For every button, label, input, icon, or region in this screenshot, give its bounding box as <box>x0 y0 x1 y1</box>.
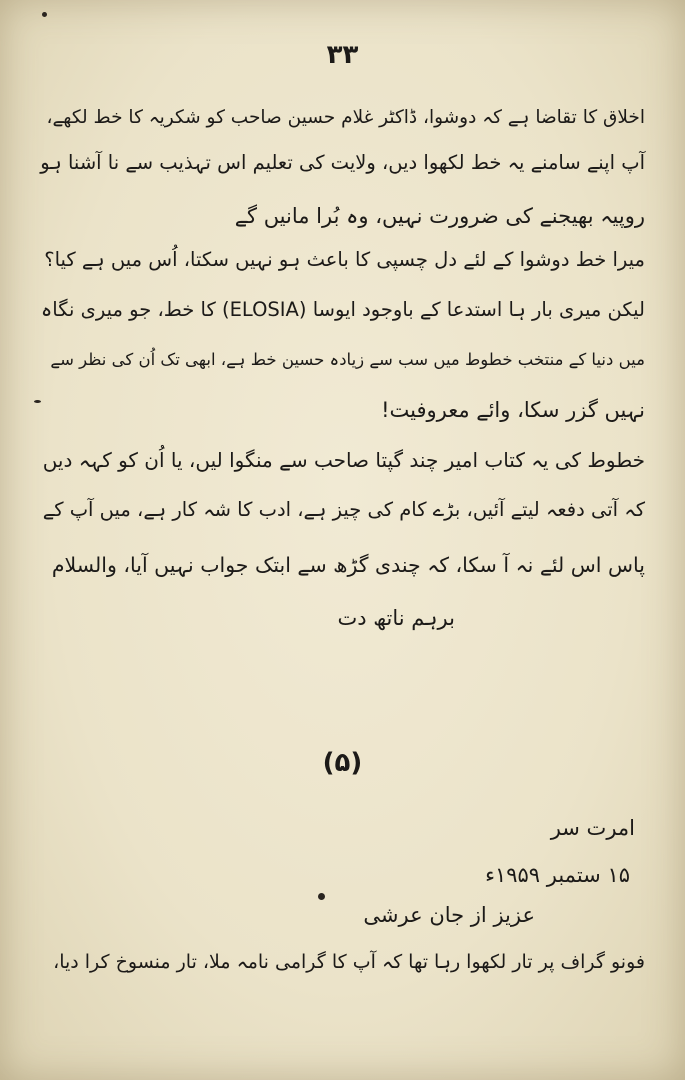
ink-mark <box>42 12 47 17</box>
letter1-line-8: خطوط کی یہ کتاب امیر چند گپتا صاحب سے منگوا لیں، یا اُن کو کہہ دیں <box>42 448 645 472</box>
letter2-date: ۱۵ ستمبر ۱۹۵۹ء <box>485 863 630 887</box>
letter-number: (۵) <box>322 748 363 778</box>
letter1-line-7: نہیں گزر سکا، وائے معروفیت! <box>381 398 645 422</box>
letter1-line-4: میرا خط دوشوا کے لئے دل چسپی کا باعث ہو نہیں سکتا، اُس میں ہے کیا؟ <box>44 248 645 271</box>
letter1-line-2: آپ اپنے سامنے یہ خط لکھوا دیں، ولایت کی تعلیم اس تہذیب سے نا آشنا ہو <box>40 151 645 174</box>
letter1-line-3: روپیہ بھیجنے کی ضرورت نہیں، وہ بُرا مانیں گے <box>234 204 645 228</box>
letter1-line-6: میں دنیا کے منتخب خطوط میں سب سے زیادہ حسین خط ہے، ابھی تک اُن کی نظر سے <box>50 350 645 369</box>
letter2-place: امرت سر <box>550 816 635 840</box>
page-number: ۳۳ <box>326 40 359 70</box>
letter2-salutation: عزیز از جان عرشی <box>363 903 535 927</box>
letter1-line-1: اخلاق کا تقاضا ہے کہ دوشوا، ڈاکٹر غلام حسین صاحب کو شکریہ کا خط لکھے، <box>46 107 645 128</box>
letter1-line-9: کہ آتی دفعہ لیتے آئیں، بڑے کام کی چیز ہے، ادب کا شہ کار ہے، میں آپ کے <box>42 498 645 521</box>
letter2-body: فونو گراف پر تار لکھوا رہا تھا کہ آپ کا گرامی نامہ ملا، تار منسوخ کرا دیا، <box>53 951 645 973</box>
letter1-signature: برہم ناتھ دت <box>337 606 455 630</box>
letter1-line-5: لیکن میری بار ہا استدعا کے باوجود ایوسا (ELOSIA) کا خط، جو میری نگاہ <box>40 298 645 321</box>
letter1-line-10: پاس اس لئے نہ آ سکا، کہ چندی گڑھ سے ابتک جواب نہیں آیا، والسلام <box>51 553 645 577</box>
